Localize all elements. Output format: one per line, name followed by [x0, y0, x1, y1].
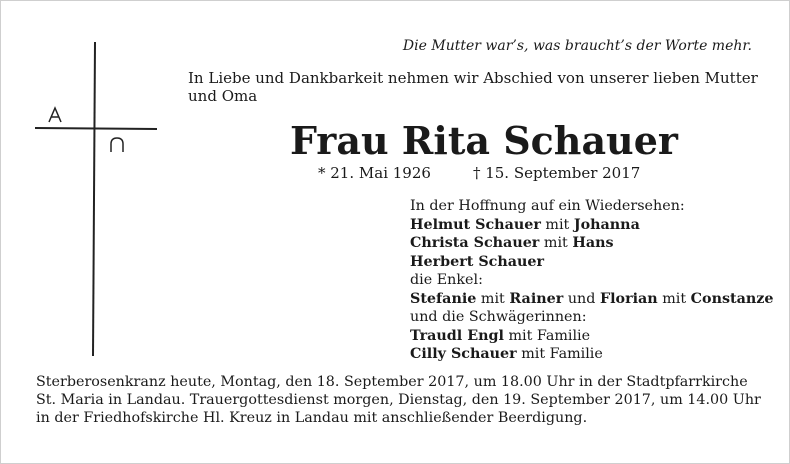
mourner-connector: mit — [476, 290, 510, 307]
mourner-connector: mit Familie — [516, 346, 603, 362]
death-date: † 15. September 2017 — [472, 164, 641, 182]
alpha-omega-cross-icon — [35, 38, 160, 358]
mourner-name: Constanze — [690, 290, 774, 307]
mourner-name: Johanna — [573, 216, 640, 233]
mourner-line — [410, 308, 774, 327]
mourner-name: Helmut Schauer — [410, 216, 541, 233]
mourner-line — [410, 327, 774, 346]
mourner-connector: mit — [657, 290, 691, 307]
mourner-connector: die Enkel: — [410, 272, 483, 288]
mourner-name: Cilly Schauer — [410, 346, 517, 362]
mourner-line — [410, 345, 774, 364]
mourner-name: Florian — [599, 290, 658, 307]
mourner-name: Stefanie — [410, 290, 477, 307]
mourner-connector: und die Schwägerinnen: — [410, 309, 587, 325]
mourner-name: Rainer — [509, 290, 564, 307]
mourner-lines — [410, 216, 774, 364]
mourner-connector: mit — [540, 216, 574, 233]
mourner-line — [410, 253, 774, 272]
mourners-heading: In der Hoffnung auf ein Wiedersehen: — [410, 198, 685, 214]
mourner-connector: mit — [539, 235, 573, 251]
mourner-name: Christa Schauer — [410, 235, 540, 251]
deceased-name: Frau Rita Schauer — [290, 118, 678, 163]
mourner-name: Traudl Engl — [410, 327, 504, 344]
mourner-line — [410, 234, 774, 253]
service-details: Sterberosenkranz heute, Montag, den 18. September 2017, um 18.00 Uhr in der Stadtpfarrkirche St. Maria in Landau. Trauergottesdienst morgen, Dienstag, den 19. September 2017, um 14.00 Uhr in der Friedhofskirche Hl. Kreuz in Landau mit anschließender Beerdigung. — [36, 374, 761, 426]
mourners-list — [410, 197, 774, 364]
life-dates — [318, 164, 640, 182]
mourner-connector: und — [563, 290, 600, 307]
motto: Die Mutter war’s, was braucht’s der Worte mehr. — [402, 38, 752, 54]
mourner-line — [410, 290, 774, 309]
mourner-name: Hans — [572, 235, 614, 251]
mourner-name: Herbert Schauer — [410, 253, 545, 270]
birth-date: * 21. Mai 1926 — [318, 164, 431, 182]
intro-text: In Liebe und Dankbarkeit nehmen wir Abschied von unserer lieben Mutter und Oma — [188, 69, 758, 105]
mourner-line — [410, 271, 774, 290]
mourner-connector: mit Familie — [503, 327, 591, 344]
mourner-line — [410, 216, 774, 235]
